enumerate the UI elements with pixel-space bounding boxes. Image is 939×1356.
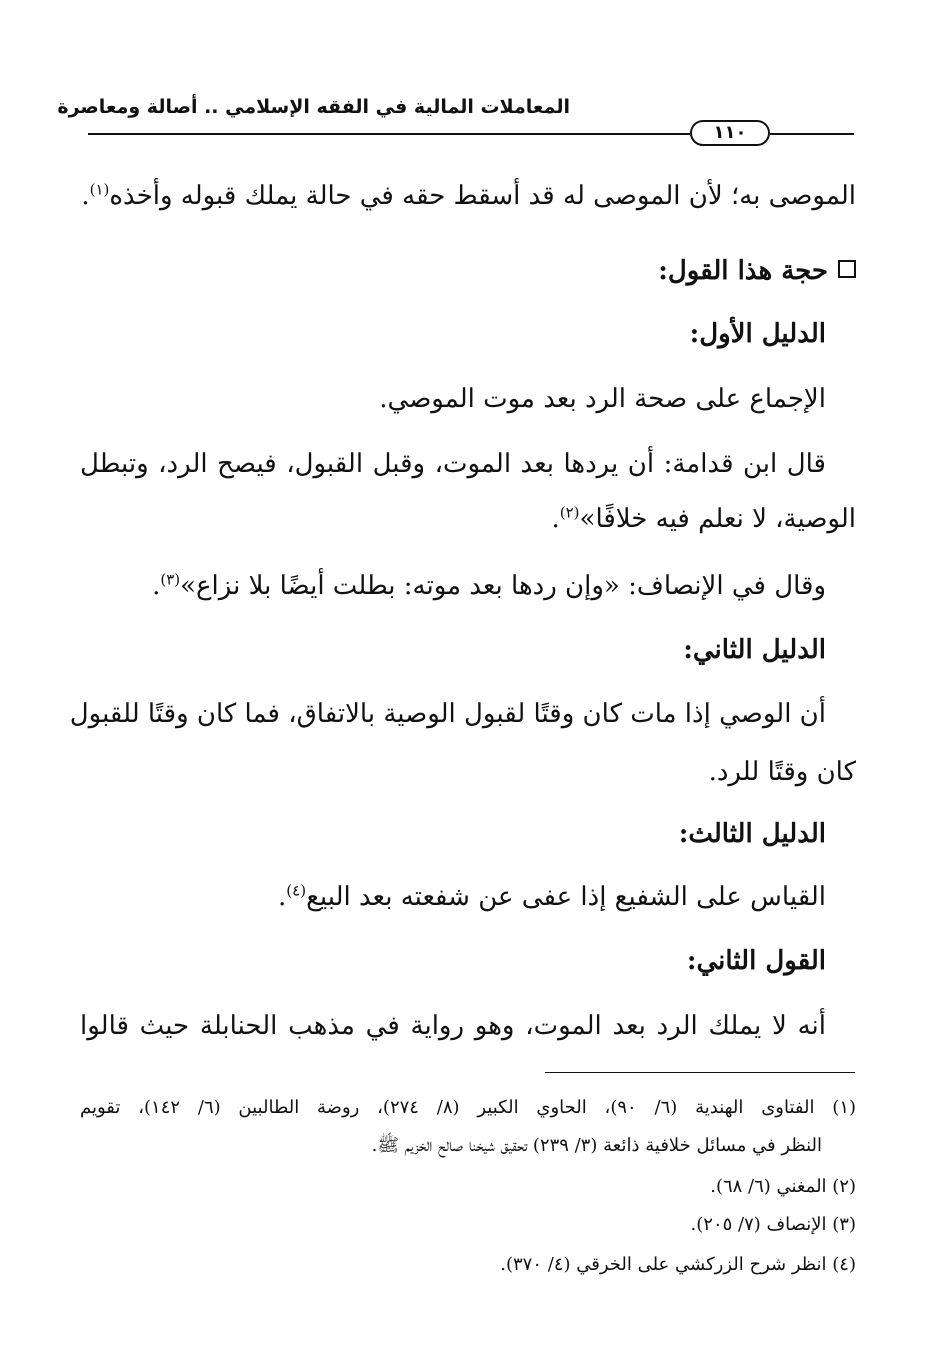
body-line: الموصى به؛ لأن الموصى له قد أسقط حقه في حالة يملك قبوله وأخذه$^{(١)}$.	[81, 180, 856, 211]
footnote-ref: (٤)	[286, 881, 307, 900]
footnote-ref: (٢)	[559, 503, 580, 522]
body-line: القياس على الشفيع إذا عفى عن شفعته بعد البيع$^{(٤)}$.	[278, 881, 826, 912]
sub-heading: القول الثاني:	[686, 946, 826, 976]
footnote: (٣) الإنصاف (٧/ ٢٠٥).	[690, 1214, 856, 1235]
header-rule	[88, 133, 690, 135]
body-line: أنه لا يملك الرد بعد الموت، وهو رواية في مذهب الحنابلة حيث قالوا	[80, 1011, 826, 1041]
footnote: (٢) المغني (٦/ ٦٨).	[710, 1176, 856, 1197]
checkbox-icon	[838, 260, 856, 278]
sub-heading: الدليل الأول:	[689, 319, 826, 349]
body-line: الوصية، لا نعلم فيه خلافًا»$^{(٢)}$.	[551, 503, 856, 534]
body-line: قال ابن قدامة: أن يردها بعد الموت، وقبل القبول، فيصح الرد، وتبطل	[80, 449, 826, 479]
section-heading: حجة هذا القول:	[80, 251, 856, 291]
body-line: وقال في الإنصاف: «وإن ردها بعد موته: بطلت أيضًا بلا نزاع»$^{(٣)}$.	[152, 570, 826, 601]
footnote: النظر في مسائل خلافية ذائعة (٣/ ٢٣٩) تحقيق شيخنا صالح الخزيم ﷺ.	[371, 1135, 822, 1156]
footnote: (١) الفتاوى الهندية (٦/ ٩٠)، الحاوي الكبير (٨/ ٢٧٤)، روضة الطالبين (٦/ ١٤٢)، تقويم	[80, 1097, 857, 1118]
body-line: كان وقتًا للرد.	[708, 757, 856, 787]
running-header-title: المعاملات المالية في الفقه الإسلامي .. أصالة ومعاصرة	[57, 96, 570, 118]
footnote: (٤) انظر شرح الزركشي على الخرقي (٤/ ٣٧٠).	[500, 1254, 856, 1275]
header-rule	[770, 133, 854, 135]
body-line: الإجماع على صحة الرد بعد موت الموصي.	[379, 384, 826, 414]
footnote-separator	[545, 1072, 855, 1073]
page-number: ١١٠	[690, 120, 770, 146]
sub-heading: الدليل الثالث:	[678, 819, 826, 849]
footnote-ref: (٣)	[160, 570, 181, 589]
sub-heading: الدليل الثاني:	[683, 635, 826, 665]
footnote-ref: (١)	[89, 180, 110, 199]
body-line: أن الوصي إذا مات كان وقتًا لقبول الوصية بالاتفاق، فما كان وقتًا للقبول	[69, 699, 826, 729]
